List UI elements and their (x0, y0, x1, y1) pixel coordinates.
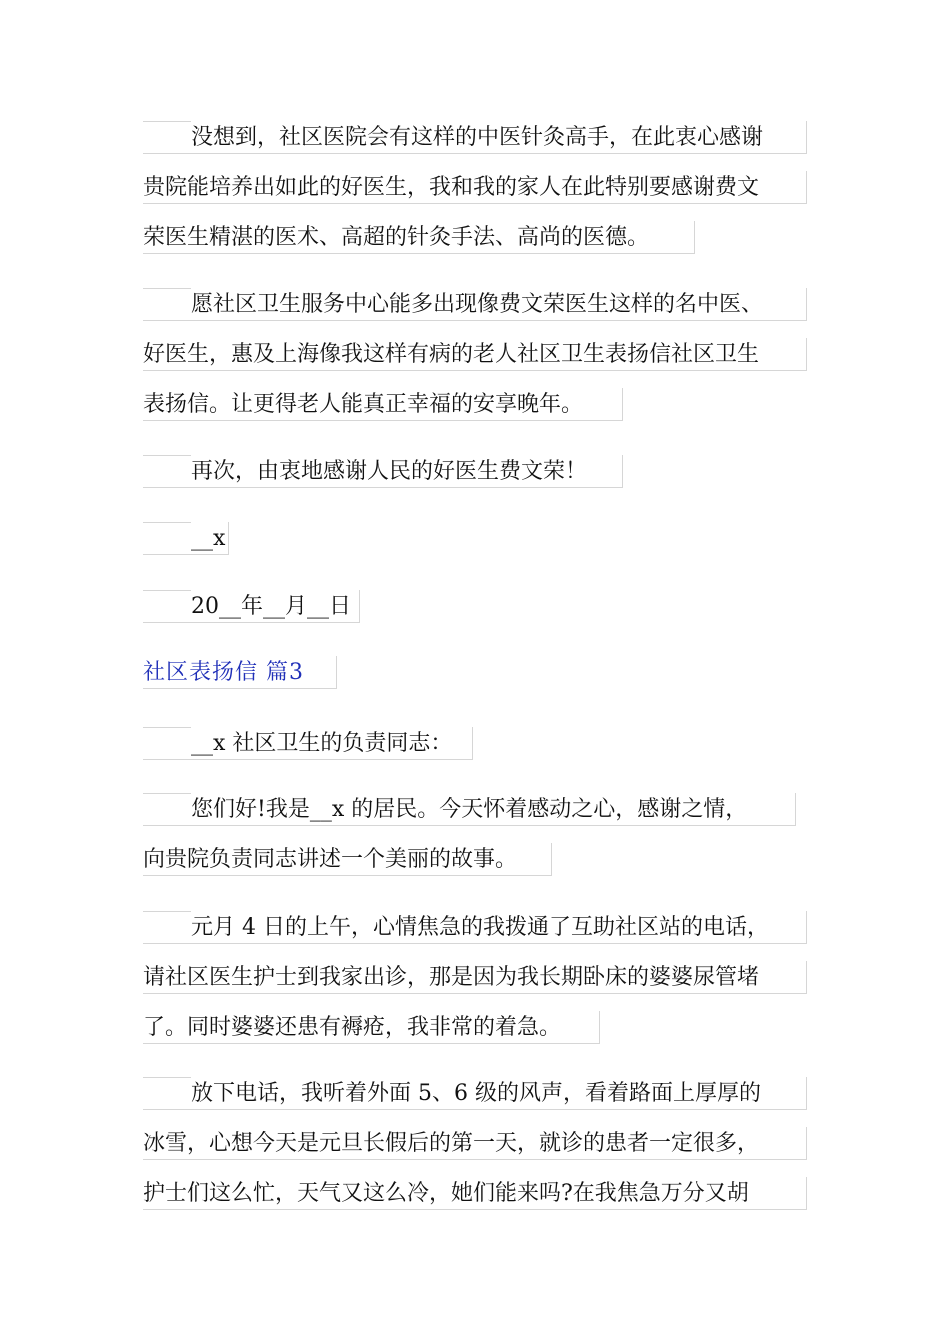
paragraph-line: 没想到，社区医院会有这样的中医针灸高手，在此衷心感谢 (143, 121, 807, 154)
paragraph-line: 冰雪，心想今天是元旦长假后的第一天，就诊的患者一定很多， (143, 1127, 807, 1160)
paragraph-line: 贵院能培养出如此的好医生，我和我的家人在此特别要感谢费文 (143, 171, 807, 204)
paragraph-line: 了。同时婆婆还患有褥疮，我非常的着急。 (143, 1011, 600, 1044)
paragraph-line: 再次，由衷地感谢人民的好医生费文荣！ (143, 455, 623, 488)
paragraph-line: 请社区医生护士到我家出诊，那是因为我长期卧床的婆婆尿管堵 (143, 961, 807, 994)
salutation-line: __x 社区卫生的负责同志： (143, 727, 473, 760)
paragraph-line: 荣医生精湛的医术、高超的针灸手法、高尚的医德。 (143, 221, 695, 254)
paragraph-line: 好医生，惠及上海像我这样有病的老人社区卫生表扬信社区卫生 (143, 338, 807, 371)
paragraph-line: 放下电话，我听着外面 5、6 级的风声，看着路面上厚厚的 (143, 1077, 807, 1110)
paragraph-line: 表扬信。让更得老人能真正幸福的安享晚年。 (143, 388, 623, 421)
paragraph-line: 元月 4 日的上午，心情焦急的我拨通了互助社区站的电话， (143, 911, 807, 944)
paragraph-line: 愿社区卫生服务中心能多出现像费文荣医生这样的名中医、 (143, 288, 807, 321)
date-line: 20__年__月__日 (143, 590, 360, 623)
paragraph-line: 向贵院负责同志讲述一个美丽的故事。 (143, 843, 552, 876)
paragraph-line: 您们好!我是__x 的居民。今天怀着感动之心，感谢之情， (143, 793, 796, 826)
signature-line: __x (143, 522, 229, 555)
section-heading: 社区表扬信 篇3 (143, 656, 337, 689)
paragraph-line: 护士们这么忙，天气又这么冷，她们能来吗?在我焦急万分又胡 (143, 1177, 807, 1210)
